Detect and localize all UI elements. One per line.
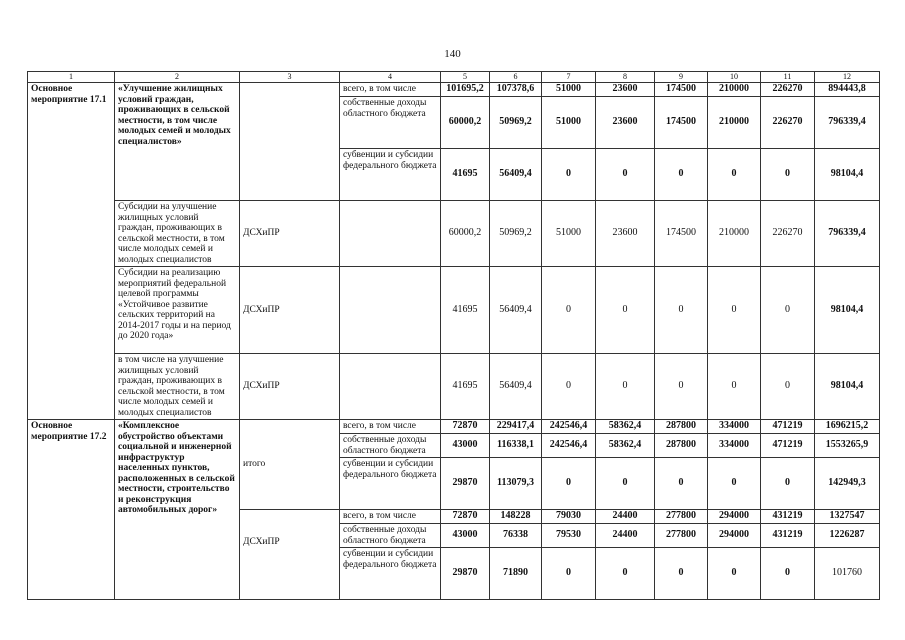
value-cell: 226270 — [761, 97, 815, 149]
activity-title-17-2: «Комплексное обустройство объектами социальной и инженерной инфраструктур населенных пунктов, расположенных в сельской местности, строительство и реконструкция автомобильных дорог» — [115, 420, 240, 600]
value-cell: 242546,4 — [542, 434, 596, 458]
value-cell: 0 — [542, 354, 596, 420]
value-cell: 0 — [596, 149, 655, 201]
value-cell: 796339,4 — [815, 97, 880, 149]
executor-label: ДСХиПР — [243, 537, 280, 547]
value-cell: 0 — [655, 458, 708, 510]
value-cell: 71890 — [490, 548, 542, 600]
value-cell: 0 — [708, 548, 761, 600]
value-cell: 43000 — [441, 524, 490, 548]
column-number: 3 — [240, 72, 340, 83]
value-cell: 431219 — [761, 524, 815, 548]
table-row — [28, 354, 880, 420]
value-cell: 210000 — [708, 83, 761, 97]
value-cell: 0 — [761, 458, 815, 510]
value-cell: 0 — [761, 354, 815, 420]
value-cell: 287800 — [655, 434, 708, 458]
value-cell: 79030 — [542, 510, 596, 524]
funding-source: субвенции и субсидии федерального бюджета — [340, 548, 441, 600]
column-number: 1 — [28, 72, 115, 83]
funding-source: собственные доходы областного бюджета — [340, 434, 441, 458]
value-cell: 1696215,2 — [815, 420, 880, 434]
value-cell: 72870 — [441, 510, 490, 524]
value-cell: 210000 — [708, 201, 761, 267]
value-cell: 0 — [542, 548, 596, 600]
value-cell: 0 — [596, 548, 655, 600]
value-cell: 107378,6 — [490, 83, 542, 97]
value-cell: 0 — [596, 458, 655, 510]
value-cell: 174500 — [655, 201, 708, 267]
value-cell: 431219 — [761, 510, 815, 524]
table-row — [28, 83, 880, 97]
value-cell: 0 — [542, 149, 596, 201]
column-number: 2 — [115, 72, 240, 83]
value-cell: 1553265,9 — [815, 434, 880, 458]
value-cell: 210000 — [708, 97, 761, 149]
value-cell: 174500 — [655, 97, 708, 149]
funding-source — [340, 354, 441, 420]
value-cell: 287800 — [655, 420, 708, 434]
column-number: 12 — [815, 72, 880, 83]
value-cell: 1327547 — [815, 510, 880, 524]
activity-title-17-1: «Улучшение жилищных условий граждан, проживающих в сельской местности, в том числе молодых семей и молодых специалистов» — [115, 83, 240, 201]
value-cell: 51000 — [542, 97, 596, 149]
value-cell: 0 — [655, 149, 708, 201]
value-cell: 51000 — [542, 83, 596, 97]
funding-source: собственные доходы областного бюджета — [340, 97, 441, 149]
value-cell: 0 — [708, 354, 761, 420]
value-cell: 277800 — [655, 524, 708, 548]
value-cell: 471219 — [761, 434, 815, 458]
value-cell: 41695 — [441, 354, 490, 420]
value-cell: 0 — [761, 149, 815, 201]
value-cell: 101695,2 — [441, 83, 490, 97]
value-cell: 0 — [596, 267, 655, 354]
table-row — [28, 267, 880, 354]
column-number: 5 — [441, 72, 490, 83]
value-cell: 0 — [708, 267, 761, 354]
executor-cell — [240, 510, 340, 600]
activity-name-17-1: Основное мероприятие 17.1 — [28, 83, 115, 420]
funding-source: субвенции и субсидии федерального бюджета — [340, 458, 441, 510]
value-cell: 0 — [542, 458, 596, 510]
value-cell: 60000,2 — [441, 97, 490, 149]
subsidy-title: Субсидии на улучшение жилищных условий граждан, проживающих в сельской местности, в том числе молодых семей и молодых специалистов — [115, 201, 240, 267]
value-cell: 79530 — [542, 524, 596, 548]
itogo-label: итого — [240, 420, 340, 510]
value-cell: 24400 — [596, 510, 655, 524]
value-cell: 334000 — [708, 420, 761, 434]
value-cell: 471219 — [761, 420, 815, 434]
column-number: 4 — [340, 72, 441, 83]
column-number: 10 — [708, 72, 761, 83]
column-number: 9 — [655, 72, 708, 83]
executor-cell: ДСХиПР — [240, 267, 340, 354]
value-cell: 41695 — [441, 267, 490, 354]
value-cell: 174500 — [655, 83, 708, 97]
column-number-row — [28, 72, 880, 83]
value-cell: 894443,8 — [815, 83, 880, 97]
value-cell: 294000 — [708, 524, 761, 548]
budget-table — [27, 71, 880, 600]
value-cell: 0 — [708, 458, 761, 510]
value-cell: 98104,4 — [815, 354, 880, 420]
value-cell: 142949,3 — [815, 458, 880, 510]
table-row — [28, 420, 880, 434]
value-cell: 24400 — [596, 524, 655, 548]
value-cell: 43000 — [441, 434, 490, 458]
activity-name-17-2: Основное мероприятие 17.2 — [28, 420, 115, 600]
page-number: 140 — [444, 48, 461, 60]
value-cell: 76338 — [490, 524, 542, 548]
value-cell: 56409,4 — [490, 267, 542, 354]
value-cell: 50969,2 — [490, 201, 542, 267]
value-cell: 226270 — [761, 201, 815, 267]
value-cell: 98104,4 — [815, 267, 880, 354]
funding-source: всего, в том числе — [340, 83, 441, 97]
value-cell: 277800 — [655, 510, 708, 524]
value-cell: 0 — [761, 548, 815, 600]
value-cell: 58362,4 — [596, 434, 655, 458]
column-number: 8 — [596, 72, 655, 83]
table-row — [28, 201, 880, 267]
value-cell: 56409,4 — [490, 149, 542, 201]
executor-cell — [240, 83, 340, 201]
funding-source — [340, 267, 441, 354]
value-cell: 56409,4 — [490, 354, 542, 420]
value-cell: 113079,3 — [490, 458, 542, 510]
funding-source: собственные доходы областного бюджета — [340, 524, 441, 548]
value-cell: 294000 — [708, 510, 761, 524]
value-cell: 50969,2 — [490, 97, 542, 149]
value-cell: 0 — [655, 354, 708, 420]
value-cell: 242546,4 — [542, 420, 596, 434]
value-cell: 23600 — [596, 97, 655, 149]
value-cell: 0 — [596, 354, 655, 420]
value-cell: 58362,4 — [596, 420, 655, 434]
executor-cell: ДСХиПР — [240, 201, 340, 267]
value-cell: 1226287 — [815, 524, 880, 548]
value-cell: 98104,4 — [815, 149, 880, 201]
value-cell: 148228 — [490, 510, 542, 524]
value-cell: 23600 — [596, 201, 655, 267]
subsidy-title: Субсидии на реализацию мероприятий федеральной целевой программы «Устойчивое развитие сельских территорий на 2014-2017 годы и на период до 2020 года» — [115, 267, 240, 354]
value-cell: 29870 — [441, 548, 490, 600]
funding-source: всего, в том числе — [340, 420, 441, 434]
subsidy-title: в том числе на улучшение жилищных условий граждан, проживающих в сельской местности, в том числе молодых семей и молодых специалистов — [115, 354, 240, 420]
value-cell: 0 — [542, 267, 596, 354]
value-cell: 226270 — [761, 83, 815, 97]
value-cell: 334000 — [708, 434, 761, 458]
value-cell: 41695 — [441, 149, 490, 201]
executor-cell: ДСХиПР — [240, 354, 340, 420]
value-cell: 23600 — [596, 83, 655, 97]
value-cell: 29870 — [441, 458, 490, 510]
value-cell: 51000 — [542, 201, 596, 267]
funding-source: субвенции и субсидии федерального бюджета — [340, 149, 441, 201]
funding-source — [340, 201, 441, 267]
column-number: 7 — [542, 72, 596, 83]
value-cell: 0 — [655, 267, 708, 354]
value-cell: 0 — [761, 267, 815, 354]
value-cell: 229417,4 — [490, 420, 542, 434]
value-cell: 116338,1 — [490, 434, 542, 458]
value-cell: 101760 — [815, 548, 880, 600]
value-cell: 0 — [655, 548, 708, 600]
value-cell: 0 — [708, 149, 761, 201]
funding-source: всего, в том числе — [340, 510, 441, 524]
column-number: 6 — [490, 72, 542, 83]
value-cell: 72870 — [441, 420, 490, 434]
value-cell: 60000,2 — [441, 201, 490, 267]
column-number: 11 — [761, 72, 815, 83]
value-cell: 796339,4 — [815, 201, 880, 267]
